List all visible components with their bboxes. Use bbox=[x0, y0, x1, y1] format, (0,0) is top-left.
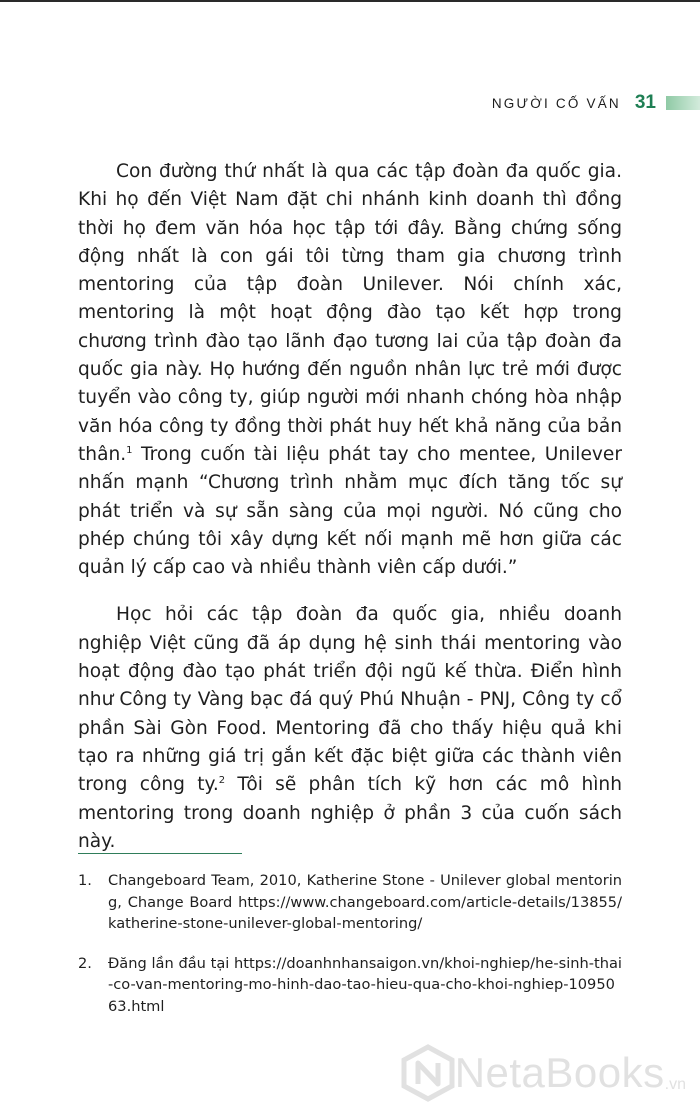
netabooks-logo-icon bbox=[401, 1044, 455, 1102]
footnote-separator bbox=[78, 853, 242, 854]
watermark-text: NetaBooks bbox=[454, 1049, 665, 1096]
paragraph-text-continued: Trong cuốn tài liệu phát tay cho mentee, Unilever nhấn mạnh “Chương trình nhằm mục đích tăng tốc sự phát triển và sự sẵn sàng của mọi người. Nó cũng cho phép chúng tôi xây dựng kết nối mạnh mẽ hơn giữa các quản lý cấp cao và nhiều thành viên cấp dưới.” bbox=[78, 443, 622, 579]
paragraph-1 bbox=[78, 158, 622, 582]
watermark bbox=[401, 1044, 686, 1102]
footnote-number: 1. bbox=[78, 872, 92, 889]
page-number: 31 bbox=[634, 92, 656, 113]
footnote-1 bbox=[78, 870, 622, 935]
watermark-suffix: .vn bbox=[664, 1076, 686, 1093]
paragraph-text: Con đường thứ nhất là qua các tập đoàn đa quốc gia. Khi họ đến Việt Nam đặt chi nhánh kinh doanh thì đồng thời họ đem văn hóa học tập tới đây. Bằng chứng sống động nhất là con gái tôi từng tham gia chương trình mentoring của tập đoàn Unilever. Nói chính xác, mentoring là một hoạt động đào tạo kết hợp trong chương trình đào tạo lãnh đạo tương lai của tập đoàn đa quốc gia này. Họ hướng đến nguồn nhân lực trẻ mới được tuyển vào công ty, giúp người mới nhanh chóng hòa nhập văn hóa công ty đồng thời phát huy hết khả năng của bản thân. bbox=[78, 161, 622, 465]
body-text bbox=[78, 158, 622, 875]
footnote-number: 2. bbox=[78, 954, 92, 972]
footnote-ref-1[interactable]: 1 bbox=[126, 444, 133, 456]
paragraph-text-continued: Tôi sẽ phân tích kỹ hơn các mô hình mentoring trong doanh nghiệp ở phần 3 của cuốn sách này. bbox=[78, 774, 622, 852]
page-tab-marker bbox=[666, 96, 700, 110]
paragraph-text: Học hỏi các tập đoàn đa quốc gia, nhiều doanh nghiệp Việt cũng đã áp dụng hệ sinh thái mentoring vào hoạt động đào tạo phát triển đội ngũ kế thừa. Điển hình như Công ty Vàng bạc đá quý Phú Nhuận - PNJ, Công ty cổ phần Sài Gòn Food. Mentoring đã cho thấy hiệu quả khi tạo ra những giá trị gắn kết đặc biệt giữa các thành viên trong công ty. bbox=[78, 604, 622, 796]
footnote-text: Đăng lần đầu tại https://doanhnhansaigon.vn/khoi-nghiep/he-sinh-thai-co-van-mentoring-mo-hinh-dao-tao-hieu-qua-cho-khoi-nghiep-1095063.html bbox=[108, 954, 622, 1015]
paragraph-2 bbox=[78, 601, 622, 856]
footnote-ref-2[interactable]: 2 bbox=[218, 775, 226, 787]
footnote-2 bbox=[78, 953, 622, 1018]
top-border bbox=[0, 0, 700, 2]
running-title: NGƯỜI CỐ VẤN bbox=[491, 95, 621, 111]
footnotes bbox=[78, 870, 622, 1035]
footnote-text: Changeboard Team, 2010, Katherine Stone - Unilever global mentoring, Change Board https://www.changeboard.com/article-details/13855/katherine-stone-unilever-global-mentoring/ bbox=[108, 872, 622, 932]
running-header bbox=[492, 92, 700, 114]
